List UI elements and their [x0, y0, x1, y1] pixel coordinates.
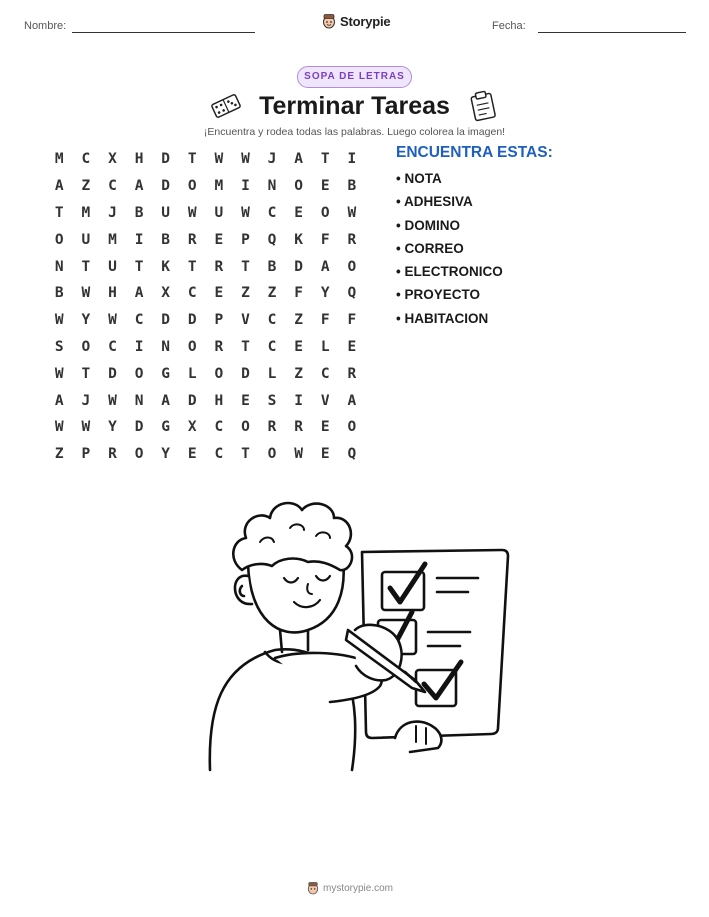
- puzzle-type-badge: SOPA DE LETRAS: [297, 66, 412, 88]
- grid-row: [46, 387, 365, 414]
- instructions: ¡Encuentra y rodea todas las palabras. Luego colorea la imagen!: [203, 126, 506, 138]
- grid-letter[interactable]: C: [214, 446, 224, 463]
- grid-letter[interactable]: V: [241, 312, 250, 329]
- grid-letter[interactable]: W: [54, 365, 64, 382]
- grid-letter[interactable]: O: [187, 338, 197, 355]
- grid-letter[interactable]: U: [108, 258, 117, 275]
- grid-letter[interactable]: F: [320, 312, 330, 329]
- grid-letter[interactable]: C: [267, 312, 277, 329]
- grid-letter[interactable]: B: [54, 285, 64, 302]
- grid-letter[interactable]: N: [161, 338, 171, 355]
- grid-letter[interactable]: O: [241, 419, 250, 436]
- grid-letter[interactable]: R: [267, 419, 277, 436]
- page-title: Terminar Tareas: [259, 92, 450, 120]
- grid-letter[interactable]: O: [187, 178, 197, 195]
- grid-letter[interactable]: O: [294, 178, 303, 195]
- grid-letter[interactable]: C: [134, 312, 144, 329]
- grid-letter[interactable]: N: [134, 392, 144, 409]
- grid-letter[interactable]: J: [81, 392, 91, 409]
- grid-letter[interactable]: F: [347, 312, 357, 329]
- grid-letter[interactable]: U: [214, 204, 224, 221]
- grid-letter[interactable]: R: [187, 231, 197, 248]
- grid-letter[interactable]: Q: [347, 285, 357, 302]
- grid-letter[interactable]: T: [81, 365, 91, 382]
- grid-letter[interactable]: W: [241, 151, 250, 168]
- grid-letter[interactable]: C: [187, 285, 197, 302]
- grid-letter[interactable]: X: [108, 151, 117, 168]
- grid-letter[interactable]: R: [347, 365, 357, 382]
- grid-letter[interactable]: T: [187, 151, 197, 168]
- grid-letter[interactable]: A: [134, 178, 144, 195]
- grid-letter[interactable]: W: [241, 204, 250, 221]
- grid-letter[interactable]: N: [267, 178, 277, 195]
- brand: [322, 13, 390, 29]
- grid-letter[interactable]: M: [108, 231, 117, 248]
- grid-letter[interactable]: H: [134, 151, 144, 168]
- word-list-title: ENCUENTRA ESTAS:: [396, 144, 553, 161]
- grid-letter[interactable]: D: [241, 365, 250, 382]
- grid-letter[interactable]: A: [54, 178, 64, 195]
- grid-letter[interactable]: W: [347, 204, 357, 221]
- grid-letter[interactable]: Z: [294, 312, 303, 329]
- grid-letter[interactable]: Q: [347, 446, 357, 463]
- grid-letter[interactable]: A: [54, 392, 64, 409]
- grid-letter[interactable]: E: [214, 231, 224, 248]
- grid-letter[interactable]: Y: [108, 419, 117, 436]
- grid-letter[interactable]: H: [214, 392, 224, 409]
- grid-letter[interactable]: Z: [267, 285, 277, 302]
- grid-letter[interactable]: A: [294, 151, 303, 168]
- grid-letter[interactable]: Z: [81, 178, 91, 195]
- grid-letter[interactable]: I: [347, 151, 357, 168]
- grid-letter[interactable]: O: [214, 365, 224, 382]
- word-item: • CORREO: [396, 240, 464, 256]
- grid-letter[interactable]: O: [134, 446, 144, 463]
- grid-letter[interactable]: W: [108, 312, 117, 329]
- grid-letter[interactable]: D: [108, 365, 117, 382]
- grid-letter[interactable]: R: [347, 231, 357, 248]
- word-item: • NOTA: [396, 171, 442, 186]
- grid-letter[interactable]: W: [187, 204, 197, 221]
- grid-letter[interactable]: T: [81, 258, 91, 275]
- grid-letter[interactable]: E: [214, 285, 224, 302]
- grid-letter[interactable]: D: [187, 392, 197, 409]
- word-list: [396, 144, 553, 334]
- grid-letter[interactable]: W: [81, 419, 91, 436]
- grid-letter[interactable]: S: [54, 338, 64, 355]
- grid-letter[interactable]: I: [294, 392, 303, 409]
- grid-letter[interactable]: U: [81, 231, 91, 248]
- date-field[interactable]: [538, 32, 686, 33]
- grid-letter[interactable]: E: [320, 178, 330, 195]
- grid-row: [46, 360, 365, 387]
- grid-letter[interactable]: E: [320, 419, 330, 436]
- grid-letter[interactable]: D: [161, 178, 171, 195]
- grid-row: [46, 441, 365, 468]
- brand-name: Storypie: [340, 13, 391, 29]
- grid-letter[interactable]: D: [161, 312, 171, 329]
- grid-letter[interactable]: S: [267, 392, 277, 409]
- grid-letter[interactable]: Z: [294, 365, 303, 382]
- grid-letter[interactable]: T: [241, 258, 250, 275]
- grid-letter[interactable]: I: [241, 178, 250, 195]
- grid-letter[interactable]: A: [320, 258, 330, 275]
- grid-letter[interactable]: B: [134, 204, 144, 221]
- grid-letter[interactable]: E: [320, 446, 330, 463]
- grid-letter[interactable]: P: [81, 446, 91, 463]
- grid-letter[interactable]: L: [320, 338, 330, 355]
- grid-letter[interactable]: M: [214, 178, 224, 195]
- grid-letter[interactable]: R: [214, 338, 224, 355]
- grid-letter[interactable]: T: [54, 204, 64, 221]
- grid-letter[interactable]: F: [294, 285, 303, 302]
- grid-letter[interactable]: B: [161, 231, 171, 248]
- grid-letter[interactable]: O: [134, 365, 144, 382]
- word-item: • PROYECTO: [396, 287, 480, 303]
- grid-row: [46, 253, 365, 280]
- grid-letter[interactable]: C: [214, 419, 224, 436]
- grid-letter[interactable]: O: [267, 446, 277, 463]
- grid-letter[interactable]: F: [320, 231, 330, 248]
- grid-letter[interactable]: G: [161, 365, 171, 382]
- grid-row: [46, 414, 365, 441]
- grid-letter[interactable]: Y: [81, 312, 91, 329]
- grid-letter[interactable]: E: [294, 338, 303, 355]
- word-item: • ELECTRONICO: [396, 264, 503, 280]
- word-search-grid[interactable]: [46, 146, 365, 468]
- grid-letter[interactable]: M: [54, 151, 64, 168]
- storypie-logo-icon: [307, 881, 319, 895]
- grid-letter[interactable]: A: [134, 285, 144, 302]
- name-label: Nombre:: [24, 20, 67, 32]
- footer-url[interactable]: mystorypie.com: [323, 882, 394, 894]
- grid-letter[interactable]: O: [320, 204, 330, 221]
- grid-letter[interactable]: B: [267, 258, 277, 275]
- grid-letter[interactable]: C: [108, 178, 117, 195]
- grid-letter[interactable]: J: [108, 204, 117, 221]
- grid-letter[interactable]: W: [54, 312, 64, 329]
- grid-letter[interactable]: A: [161, 392, 171, 409]
- grid-letter[interactable]: T: [241, 446, 250, 463]
- grid-letter[interactable]: X: [161, 285, 171, 302]
- grid-letter[interactable]: Z: [54, 446, 64, 463]
- grid-letter[interactable]: A: [347, 392, 357, 409]
- grid-letter[interactable]: B: [347, 178, 357, 195]
- grid-letter[interactable]: W: [294, 446, 303, 463]
- grid-letter[interactable]: U: [161, 204, 171, 221]
- grid-row: [46, 146, 365, 173]
- grid-row: [46, 226, 365, 253]
- grid-letter[interactable]: L: [187, 365, 197, 382]
- grid-letter[interactable]: D: [187, 312, 197, 329]
- grid-row: [46, 280, 365, 307]
- grid-letter[interactable]: E: [241, 392, 250, 409]
- word-item: • ADHESIVA: [396, 194, 473, 210]
- grid-letter[interactable]: I: [134, 338, 144, 355]
- grid-row: [46, 173, 365, 200]
- grid-letter[interactable]: D: [134, 419, 144, 436]
- grid-letter[interactable]: T: [320, 151, 330, 168]
- grid-letter[interactable]: E: [294, 204, 303, 221]
- grid-letter[interactable]: O: [81, 338, 91, 355]
- grid-letter[interactable]: J: [267, 151, 277, 168]
- grid-letter[interactable]: O: [54, 231, 64, 248]
- grid-letter[interactable]: E: [187, 446, 197, 463]
- grid-letter[interactable]: T: [134, 258, 144, 275]
- grid-letter[interactable]: W: [108, 392, 117, 409]
- grid-letter[interactable]: W: [81, 285, 91, 302]
- grid-letter[interactable]: C: [267, 338, 277, 355]
- footer: [307, 881, 393, 895]
- kid-checklist-illustration[interactable]: [180, 480, 520, 780]
- date-label: Fecha:: [492, 20, 526, 32]
- grid-letter[interactable]: Z: [241, 285, 250, 302]
- grid-letter[interactable]: E: [347, 338, 357, 355]
- grid-letter[interactable]: W: [214, 151, 224, 168]
- grid-letter[interactable]: M: [81, 204, 91, 221]
- name-field[interactable]: [72, 32, 255, 33]
- grid-letter[interactable]: Y: [320, 285, 330, 302]
- grid-letter[interactable]: D: [161, 151, 171, 168]
- grid-row: [46, 200, 365, 227]
- grid-letter[interactable]: Y: [161, 446, 171, 463]
- word-item: • DOMINO: [396, 217, 460, 233]
- word-item: • HABITACION: [396, 310, 489, 326]
- grid-letter[interactable]: V: [320, 392, 330, 409]
- grid-letter[interactable]: R: [214, 258, 224, 275]
- grid-letter[interactable]: R: [294, 419, 303, 436]
- grid-row: [46, 307, 365, 334]
- grid-letter[interactable]: C: [108, 338, 117, 355]
- storypie-logo-icon: [322, 13, 336, 29]
- grid-letter[interactable]: G: [161, 419, 171, 436]
- grid-letter[interactable]: K: [161, 258, 171, 275]
- grid-letter[interactable]: X: [187, 419, 197, 436]
- grid-letter[interactable]: I: [134, 231, 144, 248]
- grid-letter[interactable]: H: [108, 285, 117, 302]
- grid-letter[interactable]: O: [347, 258, 357, 275]
- grid-letter[interactable]: T: [241, 338, 250, 355]
- grid-letter[interactable]: C: [81, 151, 91, 168]
- grid-letter[interactable]: T: [187, 258, 197, 275]
- grid-letter[interactable]: O: [347, 419, 357, 436]
- grid-letter[interactable]: N: [54, 258, 64, 275]
- grid-letter[interactable]: C: [267, 204, 277, 221]
- grid-letter[interactable]: Q: [267, 231, 277, 248]
- grid-letter[interactable]: W: [54, 419, 64, 436]
- grid-row: [46, 334, 365, 361]
- grid-letter[interactable]: L: [267, 365, 277, 382]
- grid-letter[interactable]: R: [108, 446, 117, 463]
- grid-letter[interactable]: D: [294, 258, 303, 275]
- grid-letter[interactable]: C: [320, 365, 330, 382]
- grid-letter[interactable]: P: [241, 231, 250, 248]
- grid-letter[interactable]: P: [214, 312, 224, 329]
- grid-letter[interactable]: K: [294, 231, 303, 248]
